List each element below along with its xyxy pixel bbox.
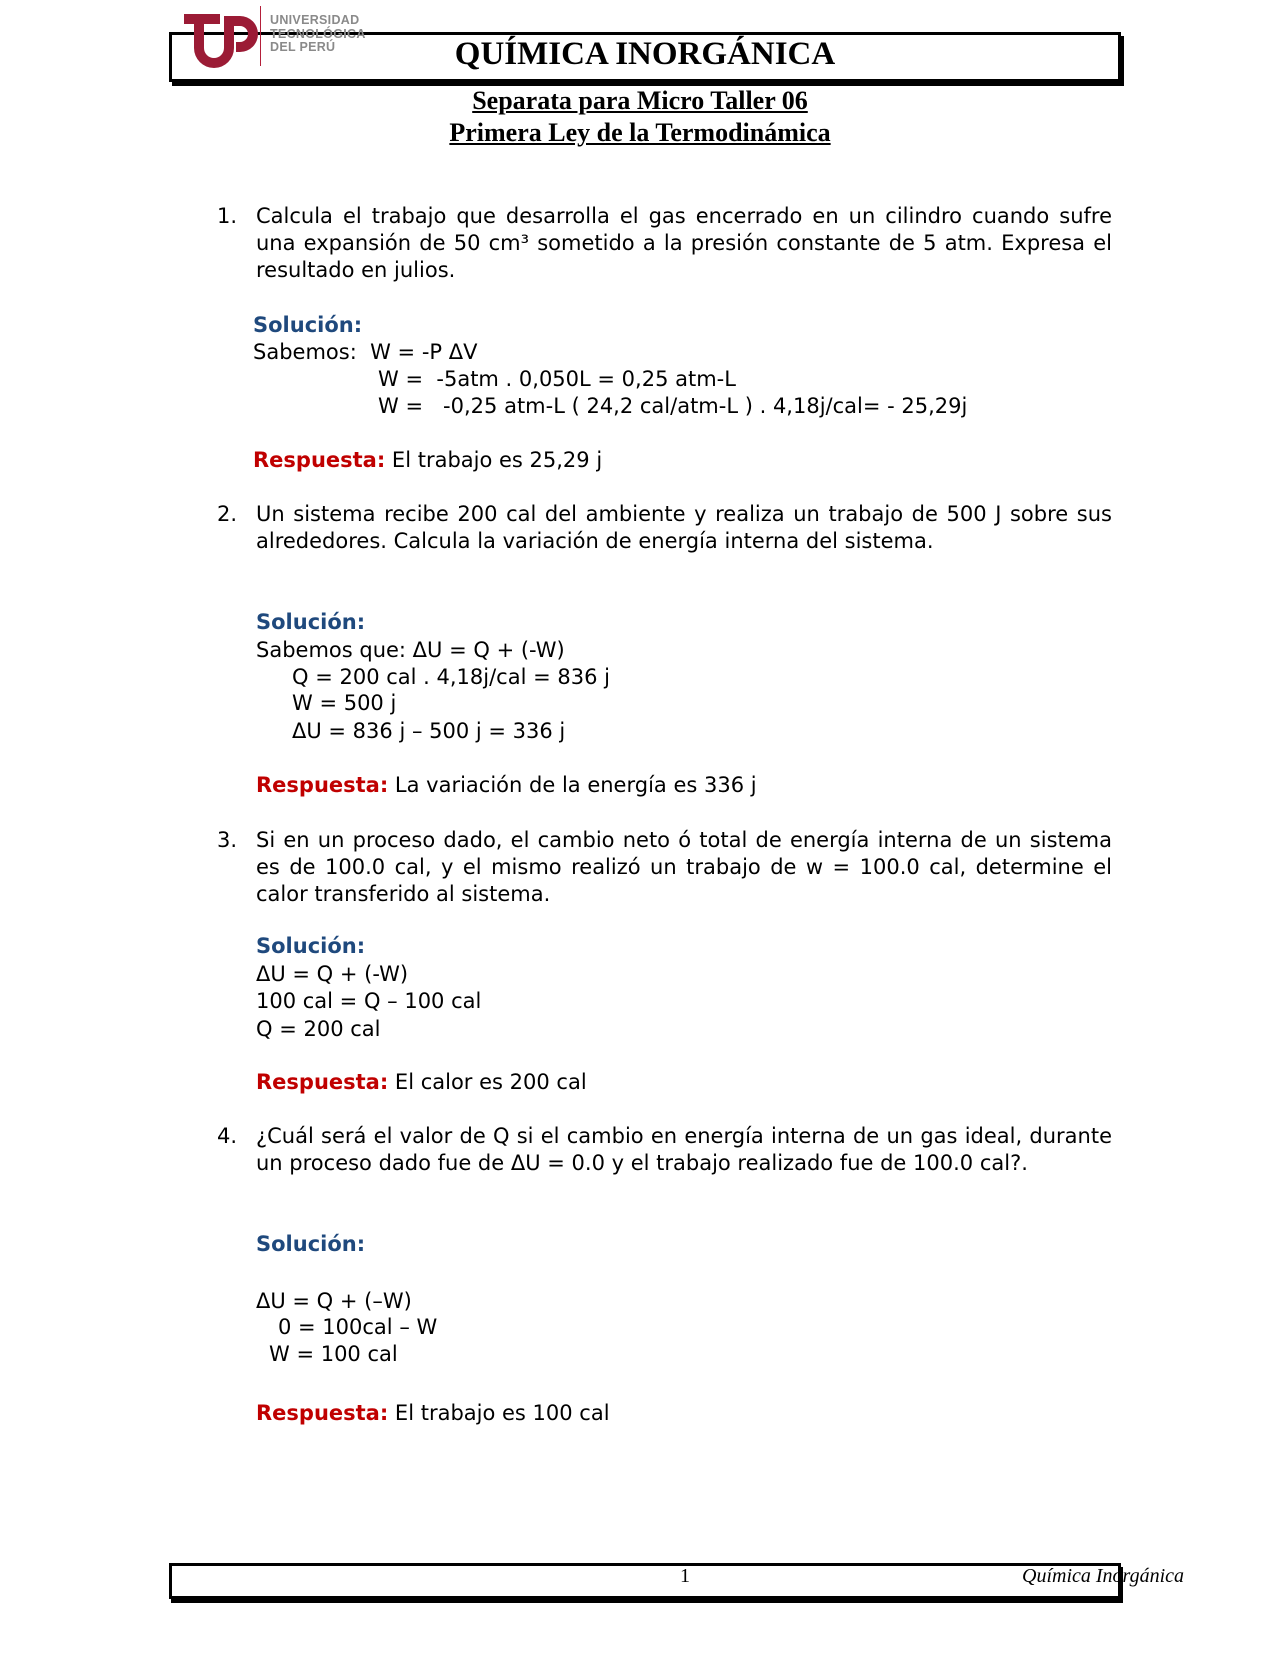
answer-text: El trabajo es 25,29 j — [385, 448, 603, 472]
solution-line: 0 = 100cal – W — [278, 1315, 438, 1339]
answer-text: El trabajo es 100 cal — [388, 1401, 610, 1425]
solution-line: W = 100 cal — [269, 1342, 398, 1366]
solution-label: Solución: — [253, 313, 363, 337]
answer — [256, 1400, 610, 1427]
logo-line: DEL PERÚ — [270, 40, 336, 54]
logo-line: TECNOLÓGICA — [270, 26, 366, 41]
question-text: Si en un proceso dado, el cambio neto ó total de energía interna de un sistema es de 100.0 cal, y el mismo realizó un trabajo de w = 100.0 cal, determine el calor transferido al sistema. — [256, 828, 1112, 906]
page-number: 1 — [680, 1565, 690, 1587]
footer-box — [169, 1563, 1121, 1599]
question-text: ¿Cuál será el valor de Q si el cambio en energía interna de un gas ideal, durante un proceso dado fue de ΔU = 0.0 y el trabajo realizado fue de 100.0 cal?. — [256, 1124, 1112, 1175]
solution-line: Q = 200 cal . 4,18j/cal = 836 j — [292, 665, 610, 689]
answer-text: La variación de la energía es 336 j — [388, 773, 757, 797]
question-number: 3. — [217, 828, 238, 852]
question-number: 2. — [217, 502, 238, 526]
solution-label: Solución: — [256, 934, 366, 958]
subtitle-1 — [0, 86, 1280, 116]
solution-line: W = -5atm . 0,050L = 0,25 atm-L — [378, 367, 736, 391]
course-title: QUÍMICA INORGÁNICA — [454, 36, 836, 72]
answer-label: Respuesta: — [256, 1070, 389, 1094]
solution-label: Solución: — [256, 610, 366, 634]
solution-line: Sabemos: W = -P ΔV — [253, 340, 478, 364]
solution-line: ΔU = Q + (-W) — [256, 962, 409, 986]
question-text: Un sistema recibe 200 cal del ambiente y realiza un trabajo de 500 J sobre sus alrededores. Calcula la variación de energía interna del sistema. — [256, 502, 1112, 553]
subtitle-text: Separata para Micro Taller 06 — [472, 86, 808, 115]
subtitle-text: Primera Ley de la Termodinámica — [449, 118, 831, 147]
footer-title: Química Inorgánica — [1022, 1565, 1185, 1587]
answer — [256, 772, 757, 799]
solution-label: Solución: — [256, 1232, 366, 1256]
logo-line: UNIVERSIDAD — [270, 13, 360, 27]
question-text: Calcula el trabajo que desarrolla el gas encerrado en un cilindro cuando sufre una expansión de 50 cm³ sometido a la presión constante de 5 atm. Expresa el resultado en julios. — [256, 204, 1112, 282]
solution-line: 100 cal = Q – 100 cal — [256, 989, 482, 1013]
solution-line: ΔU = Q + (–W) — [256, 1289, 412, 1313]
answer — [256, 1069, 587, 1096]
solution-line: ΔU = 836 j – 500 j = 336 j — [292, 719, 566, 743]
answer-label: Respuesta: — [253, 448, 386, 472]
question-number: 1. — [217, 204, 238, 228]
answer-label: Respuesta: — [256, 1401, 389, 1425]
question-number: 4. — [217, 1124, 238, 1148]
solution-line: Q = 200 cal — [256, 1017, 381, 1041]
answer-label: Respuesta: — [256, 773, 389, 797]
solution-line: Sabemos que: ΔU = Q + (-W) — [256, 638, 565, 662]
answer-text: El calor es 200 cal — [388, 1070, 587, 1094]
solution-line: W = 500 j — [292, 691, 397, 715]
subtitle-2 — [0, 118, 1280, 148]
solution-line: W = -0,25 atm-L ( 24,2 cal/atm-L ) . 4,18j/cal= - 25,29j — [378, 394, 968, 418]
answer — [253, 447, 602, 474]
